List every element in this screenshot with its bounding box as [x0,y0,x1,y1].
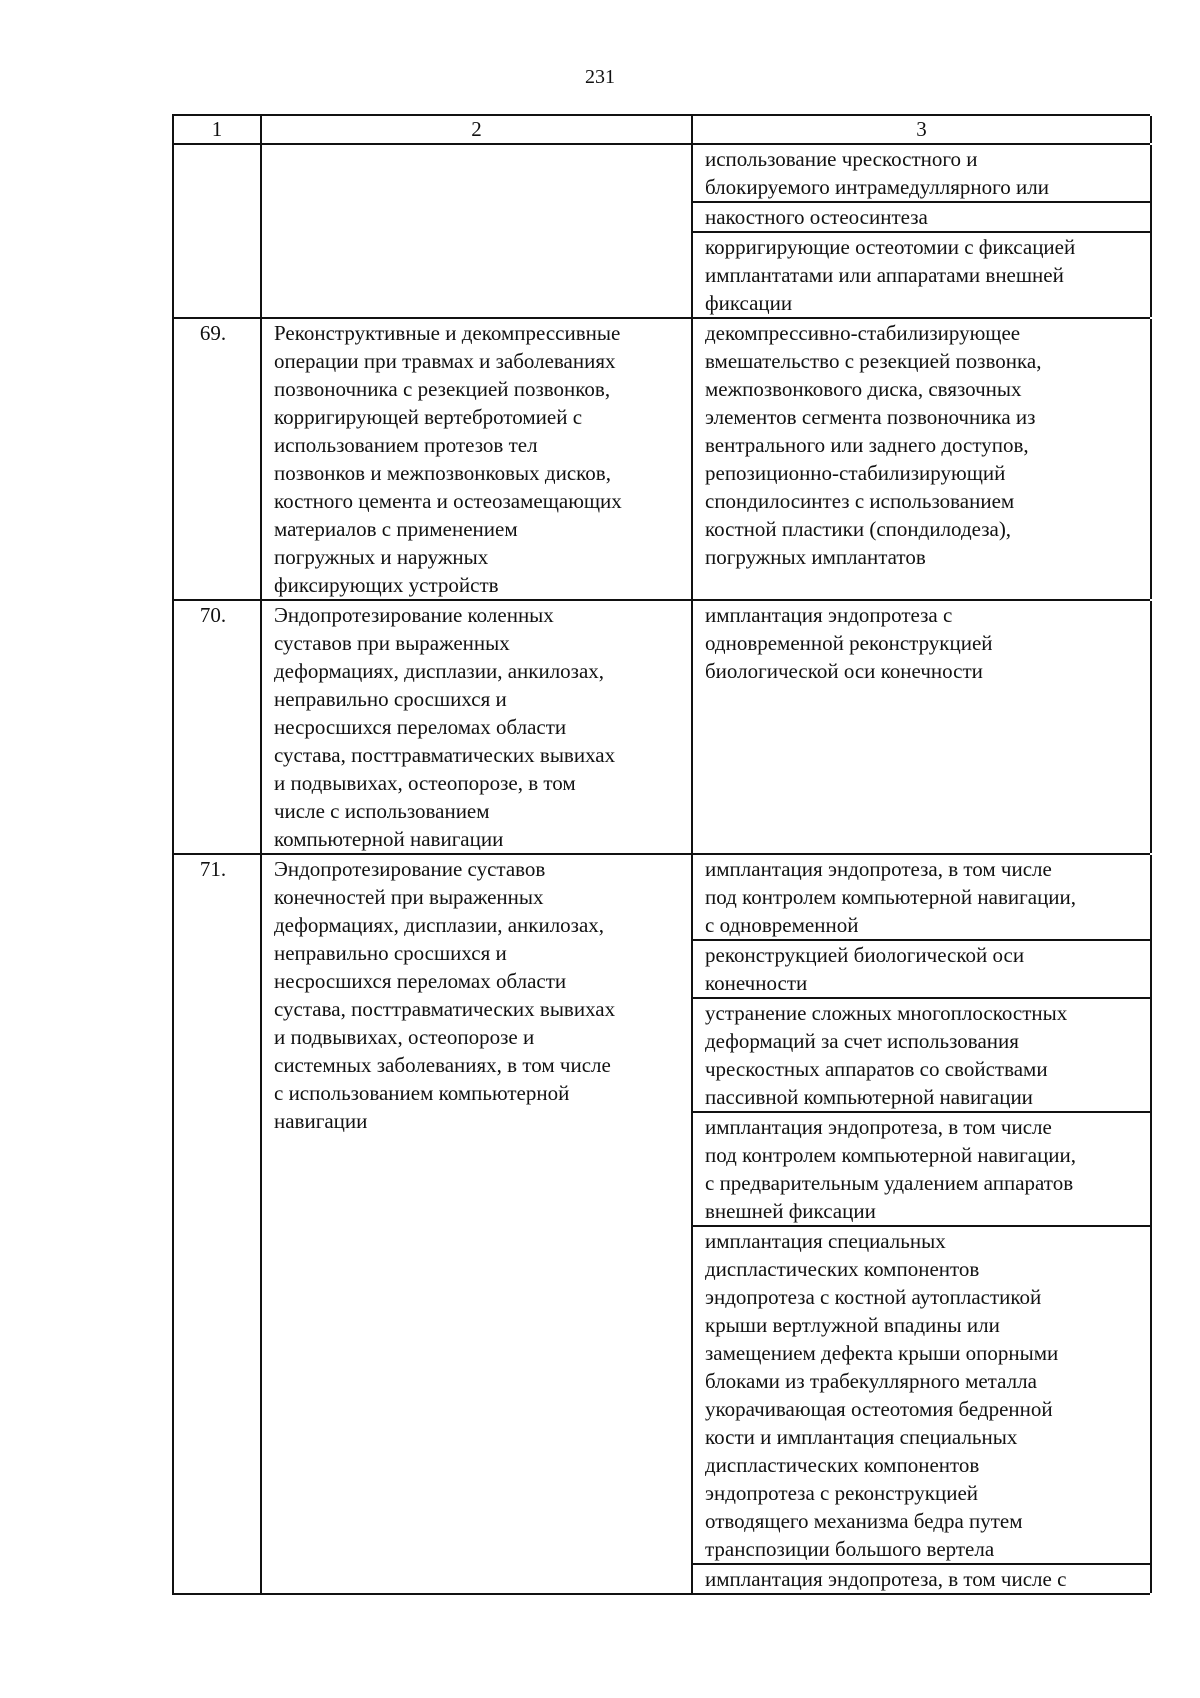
description-line: системных заболеваниях, в том числе [274,1053,611,1077]
description-line: позвонков и межпозвонковых дисков, [274,461,611,485]
description-line: неправильно сросшихся и [274,941,507,965]
procedure-description [262,855,693,1593]
method-line: чрескостных аппаратов со свойствами [705,1057,1048,1081]
method-line: блокируемого интрамедуллярного или [705,175,1049,199]
table-body [172,145,1150,1595]
method-line: диспластических компонентов [705,1257,980,1281]
method-line: с одновременной [705,913,859,937]
method-line: с предварительным удалением аппаратов [705,1171,1074,1195]
description-line: деформациях, дисплазии, анкилозах, [274,913,605,937]
method-line: репозиционно-стабилизирующий [705,461,1006,485]
method-line: межпозвонкового диска, связочных [705,377,1022,401]
method-line: конечности [705,971,808,995]
method-line: биологической оси конечности [705,659,983,683]
method-cell [693,941,1150,999]
method-line: костной пластики (спондилодеза), [705,517,1012,541]
description-line: неправильно сросшихся и [274,687,507,711]
method-line: внешней фиксации [705,1199,876,1223]
method-line: корригирующие остеотомии с фиксацией [705,235,1076,259]
description-line: операции при травмах и заболеваниях [274,349,616,373]
method-line: укорачивающая остеотомия бедренной [705,1397,1053,1421]
description-line: использованием протезов тел [274,433,538,457]
description-line: позвоночника с резекцией позвонков, [274,377,611,401]
description-line: несросшихся переломах области [274,715,567,739]
method-cell [693,145,1150,203]
method-line: крыши вертлужной впадины или [705,1313,1000,1337]
methods-column [693,145,1152,317]
description-line: числе с использованием [274,799,490,823]
method-line: блоками из трабекуллярного металла [705,1369,1037,1393]
method-cell [693,1113,1150,1227]
table-header-row [172,114,1150,145]
methods-column [693,601,1152,853]
method-cell [693,233,1150,317]
header-col-3: 3 [693,116,1152,143]
table-row [172,319,1150,601]
header-col-1: 1 [174,116,262,143]
method-line: имплантация эндопротеза, в том числе с [705,1567,1067,1591]
description-line: сустава, посттравматических вывихах [274,997,616,1021]
description-line: сустава, посттравматических вывихах [274,743,616,767]
method-cell [693,319,1150,571]
methods-column [693,855,1152,1593]
method-line: фиксации [705,291,793,315]
method-line: устранение сложных многоплоскостных [705,1001,1068,1025]
description-line: Эндопротезирование коленных [274,603,554,627]
method-cell [693,1565,1150,1593]
method-line: отводящего механизма бедра путем [705,1509,1023,1533]
description-line: и подвывихах, остеопорозе и [274,1025,535,1049]
method-line: декомпрессивно-стабилизирующее [705,321,1021,345]
method-line: имплантация специальных [705,1229,946,1253]
method-line: использование чрескостного и [705,147,978,171]
method-line: имплантатами или аппаратами внешней [705,263,1064,287]
description-line: корригирующей вертебротомией с [274,405,583,429]
method-line: деформаций за счет использования [705,1029,1019,1053]
row-number: 71. [174,855,262,1593]
procedures-table [172,114,1150,1595]
header-col-2: 2 [262,116,693,143]
row-number [174,145,262,317]
method-line: одновременной реконструкцией [705,631,993,655]
description-line: несросшихся переломах области [274,969,567,993]
description-line: и подвывихах, остеопорозе, в том [274,771,576,795]
method-line: спондилосинтез с использованием [705,489,1015,513]
method-line: элементов сегмента позвоночника из [705,405,1036,429]
procedure-description [262,319,693,599]
method-line: реконструкцией биологической оси [705,943,1025,967]
method-cell [693,1227,1150,1565]
description-line: погружных и наружных [274,545,489,569]
description-line: навигации [274,1109,368,1133]
description-line: с использованием компьютерной [274,1081,570,1105]
methods-column [693,319,1152,599]
method-line: замещением дефекта крыши опорными [705,1341,1059,1365]
method-line: эндопротеза с реконструкцией [705,1481,978,1505]
description-line: костного цемента и остеозамещающих [274,489,622,513]
method-line: кости и имплантация специальных [705,1425,1018,1449]
method-line: имплантация эндопротеза, в том числе [705,1115,1052,1139]
description-line: материалов с применением [274,517,518,541]
method-line: погружных имплантатов [705,545,926,569]
method-line: под контролем компьютерной навигации, [705,885,1077,909]
method-cell [693,855,1150,941]
procedure-description [262,601,693,853]
method-line: пассивной компьютерной навигации [705,1085,1033,1109]
description-line: Эндопротезирование суставов [274,857,546,881]
method-line: накостного остеосинтеза [705,205,928,229]
description-line: суставов при выраженных [274,631,510,655]
method-cell [693,203,1150,233]
description-line: Реконструктивные и декомпрессивные [274,321,621,345]
description-line: фиксирующих устройств [274,573,499,597]
description-line: конечностей при выраженных [274,885,544,909]
method-cell [693,601,1150,685]
row-number: 70. [174,601,262,853]
description-line: компьютерной навигации [274,827,504,851]
method-line: под контролем компьютерной навигации, [705,1143,1077,1167]
row-number: 69. [174,319,262,599]
method-line: транспозиции большого вертела [705,1537,995,1561]
description-line: деформациях, дисплазии, анкилозах, [274,659,605,683]
method-cell [693,999,1150,1113]
method-line: эндопротеза с костной аутопластикой [705,1285,1042,1309]
method-line: диспластических компонентов [705,1453,980,1477]
method-line: имплантация эндопротеза с [705,603,953,627]
method-line: вентрального или заднего доступов, [705,433,1029,457]
page-number: 231 [585,66,615,88]
table-row [172,601,1150,855]
procedure-description [262,145,693,317]
method-line: вмешательство с резекцией позвонка, [705,349,1042,373]
table-row [172,145,1150,319]
method-line: имплантация эндопротеза, в том числе [705,857,1052,881]
table-row [172,855,1150,1595]
